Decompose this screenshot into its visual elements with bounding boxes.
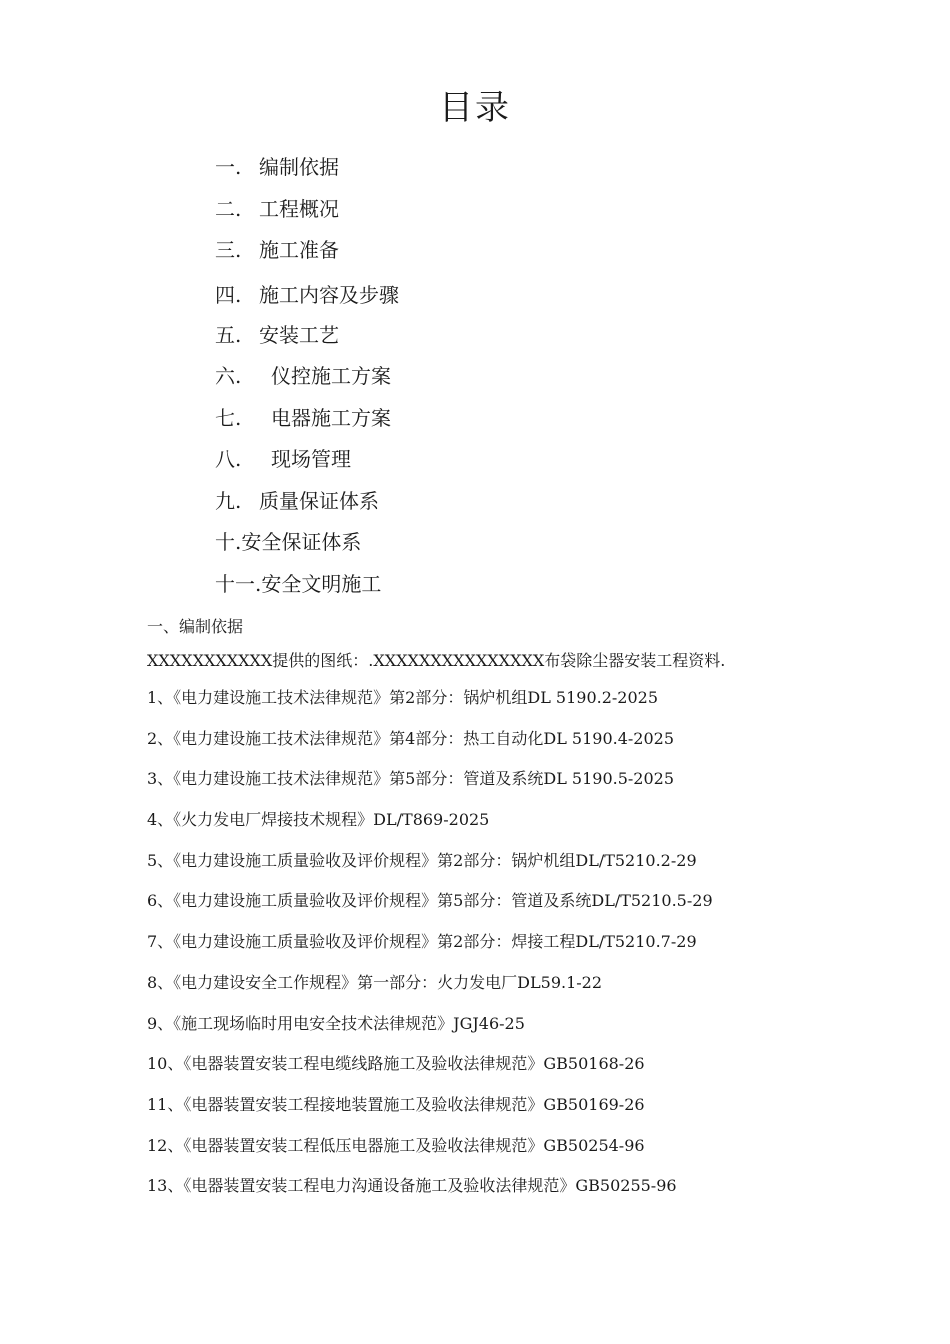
basis-paragraph: XXXXXXXXXXX提供的图纸：.XXXXXXXXXXXXXXX布袋除尘器安装工程资料. bbox=[147, 651, 726, 670]
toc-item bbox=[215, 148, 399, 190]
toc-item-text: 质量保证体系 bbox=[259, 488, 379, 513]
toc-item-number: 五. bbox=[215, 322, 242, 347]
toc-item-number: 十. bbox=[215, 530, 242, 554]
reference-item: 2、《电力建设施工技术法律规范》第4部分：热工自动化DL 5190.4-2025 bbox=[147, 728, 675, 748]
page-title: 目录 bbox=[439, 88, 511, 128]
toc-item bbox=[215, 357, 399, 399]
toc-item-text: 工程概况 bbox=[259, 196, 339, 221]
toc-item-text: 安全文明施工 bbox=[261, 571, 382, 596]
toc-item-number: 七. bbox=[215, 405, 242, 430]
toc-item bbox=[215, 565, 399, 607]
toc-item-number: 四. bbox=[215, 282, 242, 307]
toc-item-text: 安全保证体系 bbox=[241, 530, 362, 554]
section-heading: 一、编制依据 bbox=[147, 617, 244, 636]
toc-item-text: 施工准备 bbox=[259, 238, 339, 262]
section-compilation-basis bbox=[147, 610, 907, 1210]
toc-item-number: 一. bbox=[215, 155, 242, 179]
toc-item-number: 九. bbox=[215, 488, 242, 513]
reference-item: 11、《电器装置安装工程接地装置施工及验收法律规范》GB50169-26 bbox=[147, 1094, 645, 1114]
toc-item bbox=[215, 190, 399, 232]
toc-item bbox=[215, 440, 399, 482]
toc-item-text: 现场管理 bbox=[271, 447, 351, 471]
toc-item bbox=[215, 231, 399, 273]
toc-item bbox=[215, 399, 399, 441]
table-of-contents bbox=[215, 148, 399, 606]
toc-item-number: 三. bbox=[215, 238, 242, 262]
reference-item: 8、《电力建设安全工作规程》第一部分：火力发电厂DL59.1-22 bbox=[147, 972, 603, 992]
toc-item-number: 八. bbox=[215, 447, 242, 471]
toc-item-text: 施工内容及步骤 bbox=[259, 282, 399, 307]
toc-item bbox=[215, 523, 399, 565]
reference-item: 13、《电器装置安装工程电力沟通设备施工及验收法律规范》GB50255-96 bbox=[147, 1176, 677, 1196]
reference-item: 7、《电力建设施工质量验收及评价规程》第2部分：焊接工程DL/T5210.7-29 bbox=[147, 932, 697, 952]
toc-item bbox=[215, 273, 399, 316]
reference-item: 1、《电力建设施工技术法律规范》第2部分：锅炉机组DL 5190.2-2025 bbox=[147, 688, 659, 707]
toc-item-number: 六. bbox=[215, 364, 242, 388]
toc-item-text: 仪控施工方案 bbox=[271, 364, 391, 388]
toc-item-number: 十一. bbox=[215, 571, 262, 596]
toc-item bbox=[215, 316, 399, 358]
reference-item: 3、《电力建设施工技术法律规范》第5部分：管道及系统DL 5190.5-2025 bbox=[147, 769, 675, 789]
toc-item bbox=[215, 482, 399, 524]
reference-item: 12、《电器装置安装工程低压电器施工及验收法律规范》GB50254-96 bbox=[147, 1135, 645, 1155]
reference-item: 10、《电器装置安装工程电缆线路施工及验收法律规范》GB50168-26 bbox=[147, 1054, 645, 1074]
toc-item-text: 安装工艺 bbox=[259, 322, 339, 347]
toc-item-text: 编制依据 bbox=[259, 155, 339, 179]
toc-item-number: 二. bbox=[215, 196, 242, 221]
reference-item: 4、《火力发电厂焊接技术规程》DL/T869-2025 bbox=[147, 810, 490, 830]
toc-item-text: 电器施工方案 bbox=[271, 405, 391, 430]
reference-item: 6、《电力建设施工质量验收及评价规程》第5部分：管道及系统DL/T5210.5-29 bbox=[147, 891, 713, 911]
reference-item: 5、《电力建设施工质量验收及评价规程》第2部分：锅炉机组DL/T5210.2-29 bbox=[147, 850, 697, 870]
reference-item: 9、《施工现场临时用电安全技术法律规范》JGJ46-25 bbox=[147, 1013, 525, 1033]
